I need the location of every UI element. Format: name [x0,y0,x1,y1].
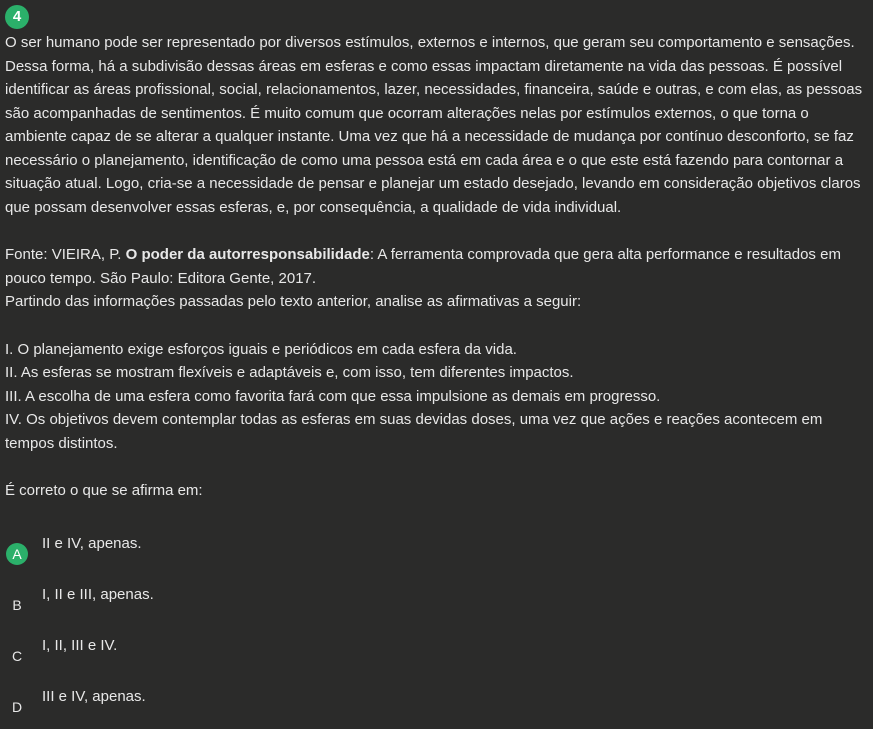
option-c[interactable] [0,634,873,685]
option-a-letter: A [6,543,28,565]
statement-3: III. A escolha de uma esfera como favorita fará com que essa impulsione as demais em progresso. [5,387,661,405]
statement-4: IV. Os objetivos devem contemplar todas as esferas em suas devidas doses, uma vez que ações e reações acontecem em tempos distintos. [5,411,823,452]
question-paragraph: O ser humano pode ser representado por diversos estímulos, externos e internos, que geram seu comportamento e sensações. Dessa forma, há a subdivisão dessas áreas em esferas e como essas impactam diretamente na vida das pessoas. É possível identificar as áreas profissional, social, relacionamentos, lazer, necessidades, financeira, saúde e outras, e com elas, as pessoas são acompanhadas de sentimentos. É muito comum que ocorram alterações nelas por estímulos externos, o que torna o ambiente capaz de se alterar a qualquer instante. Uma vez que há a necessidade de mudança por contínuo desconforto, se faz necessário o planejamento, identificação de como uma pessoa está em cada área e o que este está fazendo para contornar a situação atual. Logo, cria-se a necessidade de pensar e planejar um estado desejado, levando em consideração objetivos claros que possam desenvolver essas esferas, e, por consequência, a qualidade de vida individual. [5,34,863,216]
option-b-text: I, II e III, apenas. [42,586,154,603]
question-prompt: É correto o que se afirma em: [5,482,203,499]
statement-2: II. As esferas se mostram flexíveis e adaptáveis e, com isso, tem diferentes impactos. [5,364,574,381]
option-c-letter: C [11,648,23,664]
spacer [5,314,863,338]
option-d[interactable] [0,685,873,729]
question-number-badge: 4 [5,5,29,29]
answer-options [0,532,873,729]
option-a-text: II e IV, apenas. [42,535,142,552]
source-prefix: Fonte: VIEIRA, P. [5,246,126,263]
option-b[interactable] [0,583,873,634]
instruction-text: Partindo das informações passadas pelo texto anterior, analise as afirmativas a seguir: [5,293,582,310]
source-citation [5,243,863,290]
spacer [5,455,863,479]
option-a[interactable] [0,532,873,583]
option-b-letter: B [12,597,22,613]
option-d-letter: D [11,699,23,715]
question-body [5,31,863,503]
source-suffix: : A ferramenta comprovada que gera alta performance e resultados em pouco tempo. São Paulo: Editora Gente, 2017. [5,246,841,287]
option-d-text: III e IV, apenas. [42,688,146,705]
spacer [5,219,863,243]
statement-1: I. O planejamento exige esforços iguais e periódicos em cada esfera da vida. [5,340,517,358]
option-c-text: I, II, III e IV. [42,637,118,654]
source-title: O poder da autorresponsabilidade [125,246,370,263]
